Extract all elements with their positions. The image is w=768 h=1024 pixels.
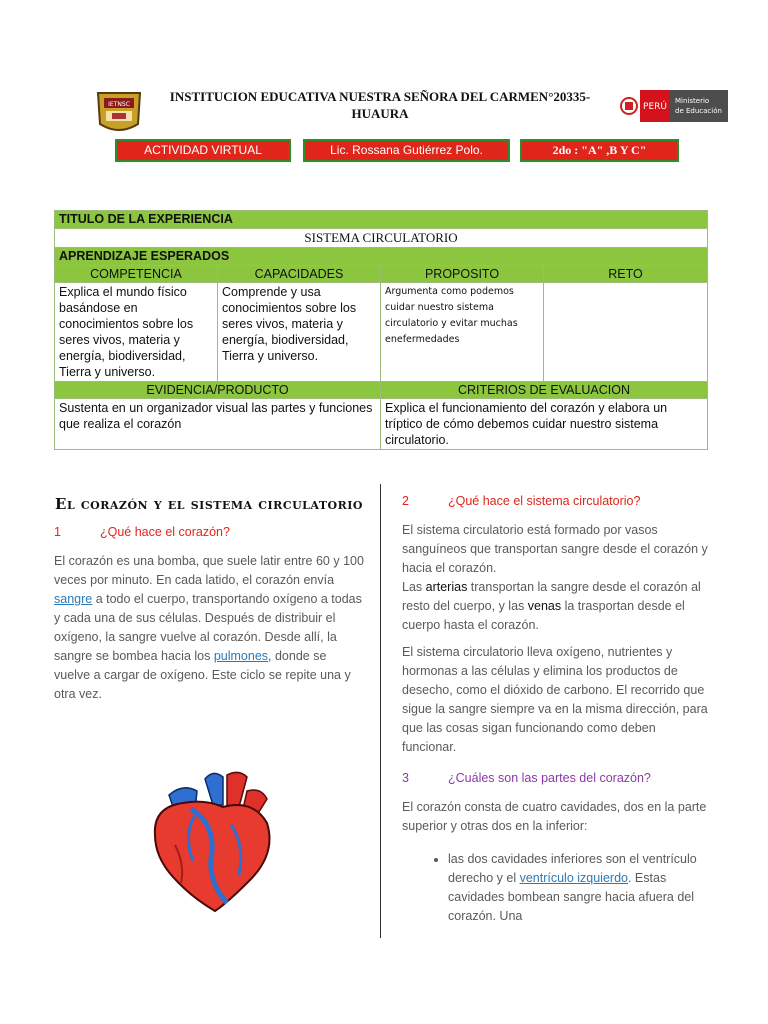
titulo-value: SISTEMA CIRCULATORIO	[55, 229, 708, 248]
column-divider	[380, 484, 381, 938]
svg-text:PERÚ: PERÚ	[643, 102, 667, 112]
left-column	[54, 492, 364, 712]
text-run: transportan la sangre desde el corazón al resto del cuerpo, y las	[402, 580, 701, 613]
section-title: El corazón y el sistema circulatorio	[55, 495, 363, 513]
system-paragraph: El sistema circulatorio lleva oxígeno, nutrientes y hormonas a las células y elimina los productos de desecho, como el dióxido de carbono. El recorrido que sigue la sangre siempre va en la misma dirección, para que las cosas sigan funcionando como deben funcionar.	[402, 645, 708, 754]
vessels-paragraph: El sistema circulatorio está formado por vasos sanguíneos que transportan sangre desde el corazón y hacia el corazón.	[402, 523, 708, 575]
evidencia-label: EVIDENCIA/PRODUCTO	[55, 382, 381, 399]
heart-illustration	[135, 765, 285, 915]
question-number: 2	[402, 494, 409, 508]
question-number: 3	[402, 771, 409, 785]
text-run: . Estas cavidades bombean sangre hacia afuera del corazón. Una	[448, 871, 695, 923]
criterios-text: Explica el funcionamiento del corazón y elabora un tríptico de cómo debemos cuidar nuestro sistema circulatorio.	[381, 399, 708, 450]
text-run: Las	[402, 580, 426, 594]
question-text: ¿Qué hace el sistema circulatorio?	[448, 494, 641, 508]
question-3	[402, 769, 712, 788]
cavities-paragraph: El corazón consta de cuatro cavidades, dos en la parte superior y otras dos en la inferior:	[402, 800, 707, 833]
col-competencia: COMPETENCIA	[55, 266, 218, 283]
col-reto: RETO	[544, 266, 708, 283]
competencia-text: Explica el mundo físico basándose en conocimientos sobre los seres vivos, materia y energía, biodiversidad, Tierra y universo.	[55, 283, 218, 382]
svg-text:de Educación: de Educación	[675, 107, 722, 115]
venas-term: venas	[527, 599, 562, 613]
evidencia-text: Sustenta en un organizador visual las partes y funciones que realiza el corazón	[55, 399, 381, 450]
reto-text	[544, 283, 708, 382]
svg-text:IETNSC: IETNSC	[108, 101, 130, 108]
aprendizaje-label: APRENDIZAJE ESPERADOS	[55, 248, 708, 266]
text-run: El corazón es una bomba, que suele latir entre 60 y 100 veces por minuto. En cada latido, el corazón envía	[54, 554, 364, 587]
list-item	[448, 850, 712, 926]
activity-label: ACTIVIDAD VIRTUAL	[115, 139, 291, 162]
cavities-list	[402, 850, 712, 926]
question-text: ¿Qué hace el corazón?	[100, 525, 230, 539]
proposito-text: Argumenta como podemos cuidar nuestro sistema circulatorio y evitar muchas enefermedades	[381, 283, 544, 382]
experience-table	[54, 210, 708, 450]
school-logo	[94, 90, 144, 136]
svg-text:Ministerio: Ministerio	[675, 97, 710, 105]
text-run: a todo el cuerpo, transportando oxígeno a todas y cada una de sus células. Después de distribuir el oxígeno, la sangre vuelve al corazón. Desde allí, la sangre se bombea hacia los	[54, 592, 362, 663]
col-capacidades: CAPACIDADES	[218, 266, 381, 283]
pulmones-link[interactable]: pulmones	[213, 649, 269, 663]
text-run: la trasportan desde el cuerpo hasta el corazón.	[402, 599, 685, 632]
arterias-term: arterias	[425, 580, 468, 594]
grade-label: 2do : "A" ,B Y C"	[520, 139, 679, 162]
heart-paragraph	[54, 552, 364, 704]
question-text: ¿Cuáles son las partes del corazón?	[448, 771, 651, 785]
question-2	[402, 492, 712, 511]
sangre-link[interactable]: sangre	[54, 592, 93, 606]
criterios-label: CRITERIOS DE EVALUACION	[381, 382, 708, 399]
titulo-label: TITULO DE LA EXPERIENCIA	[55, 211, 708, 229]
text-run: , donde se vuelve a cargar de oxígeno. Este ciclo se repite una y otra vez.	[54, 649, 351, 701]
text-run: las dos cavidades inferiores son el ventrículo derecho y el	[448, 852, 697, 885]
school-name: INSTITUCION EDUCATIVA NUESTRA SEÑORA DEL CARMEN°20335-HUAURA	[169, 89, 591, 121]
arteries-veins-paragraph	[402, 578, 712, 635]
question-number: 1	[54, 525, 61, 539]
right-column	[402, 492, 712, 926]
col-proposito: PROPOSITO	[381, 266, 544, 283]
question-1	[54, 523, 364, 542]
ventriculo-izquierdo-link[interactable]: ventrículo izquierdo	[519, 871, 628, 885]
capacidades-text: Comprende y usa conocimientos sobre los seres vivos, materia y energía, biodiversidad, Tierra y universo.	[218, 283, 381, 382]
ministry-logo	[620, 88, 730, 124]
teacher-name: Lic. Rossana Gutiérrez Polo.	[303, 139, 510, 162]
